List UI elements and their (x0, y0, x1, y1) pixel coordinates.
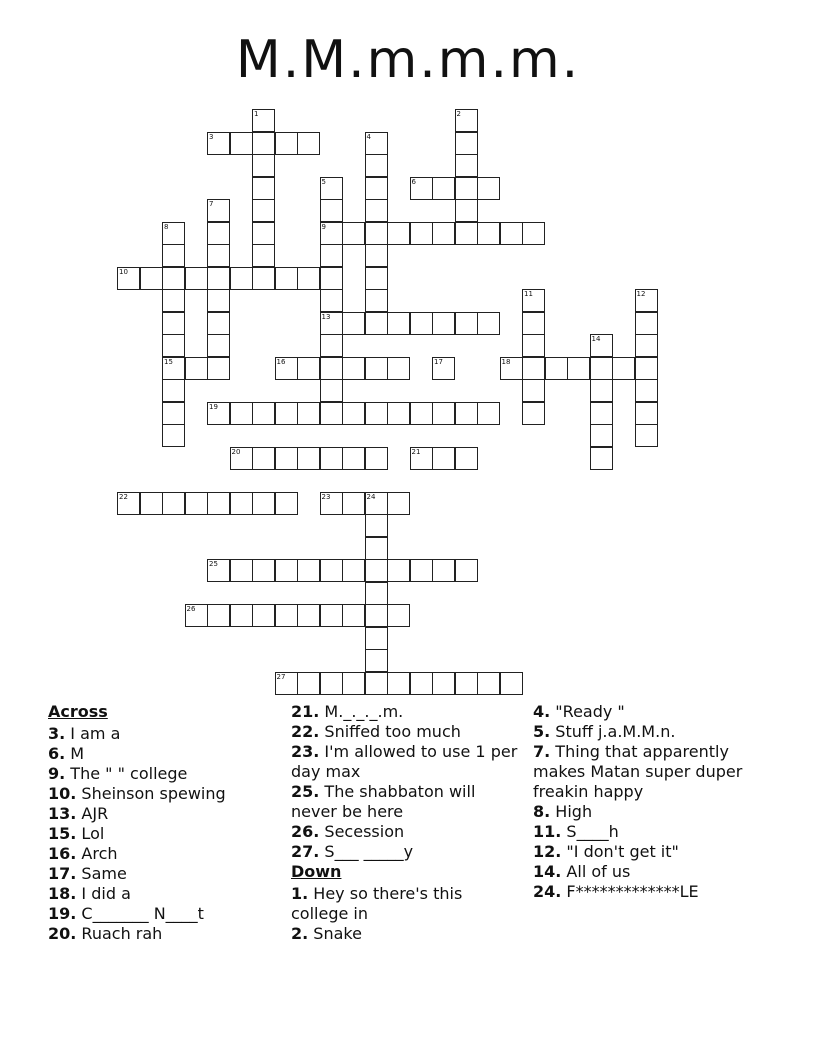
down-clue (291, 924, 523, 944)
clue-number: 15. (48, 824, 77, 843)
grid-cell[interactable] (207, 402, 230, 425)
grid-cell[interactable] (387, 492, 410, 515)
grid-cell[interactable] (500, 672, 523, 695)
grid-cell[interactable] (365, 267, 388, 290)
clue-text: F*************LE (561, 882, 699, 901)
clue-number: 25 (209, 560, 218, 568)
grid-cell[interactable] (522, 402, 545, 425)
clue-text: "Ready " (550, 702, 625, 721)
grid-cell[interactable] (320, 559, 343, 582)
grid-cell[interactable] (252, 177, 275, 200)
grid-cell[interactable] (410, 222, 433, 245)
across-clue (291, 842, 523, 862)
grid-cell[interactable] (455, 132, 478, 155)
across-clue (48, 724, 280, 744)
clue-text: Stuff j.a.M.M.n. (550, 722, 676, 741)
grid-cell[interactable] (207, 244, 230, 267)
grid-cell[interactable] (432, 312, 455, 335)
grid-cell[interactable] (140, 492, 163, 515)
grid-cell[interactable] (275, 132, 298, 155)
grid-cell[interactable] (365, 199, 388, 222)
down-clue (533, 742, 773, 802)
clue-number: 6 (411, 177, 416, 186)
clue-text: Snake (308, 924, 362, 943)
down-clue (533, 842, 773, 862)
grid-cell[interactable] (590, 402, 613, 425)
grid-cell[interactable] (432, 402, 455, 425)
clue-number: 26 (186, 605, 196, 613)
grid-cell[interactable] (432, 559, 455, 582)
grid-cell[interactable] (275, 672, 298, 695)
grid-cell[interactable] (275, 357, 298, 380)
grid-cell[interactable] (275, 267, 298, 290)
grid-cell[interactable] (365, 447, 388, 470)
clue-text: The " " college (65, 764, 188, 783)
clue-text: I did a (76, 884, 131, 903)
clue-text: "I don't get it" (561, 842, 679, 861)
clue-number: 11 (524, 290, 533, 298)
grid-cell[interactable] (455, 402, 478, 425)
grid-cell[interactable] (207, 357, 230, 380)
grid-cell[interactable] (207, 334, 230, 357)
grid-cell[interactable] (410, 672, 433, 695)
grid-cell[interactable] (410, 312, 433, 335)
clue-number: 21 (411, 447, 421, 456)
grid-cell[interactable] (207, 132, 230, 155)
grid-cell[interactable] (342, 672, 365, 695)
grid-cell[interactable] (252, 199, 275, 222)
clue-number: 10. (48, 784, 77, 803)
grid-cell[interactable] (252, 267, 275, 290)
grid-cell[interactable] (590, 379, 613, 402)
grid-cell[interactable] (365, 514, 388, 537)
clue-number: 18. (48, 884, 77, 903)
grid-cell[interactable] (387, 357, 410, 380)
clue-text: M (65, 744, 85, 763)
grid-cell[interactable] (252, 402, 275, 425)
across-clue (291, 742, 523, 782)
clue-number: 7 (209, 200, 214, 208)
across-clue (48, 864, 280, 884)
grid-cell[interactable] (410, 559, 433, 582)
clue-number: 24. (533, 882, 562, 901)
clue-number: 16 (276, 357, 286, 366)
grid-cell[interactable] (297, 132, 320, 155)
grid-cell[interactable] (117, 492, 140, 515)
grid-cell[interactable] (252, 492, 275, 515)
grid-cell[interactable] (252, 244, 275, 267)
grid-cell[interactable] (365, 537, 388, 560)
clue-text: AJR (76, 804, 109, 823)
clue-number: 21. (291, 702, 320, 721)
clue-number: 1. (291, 884, 309, 903)
grid-cell[interactable] (365, 627, 388, 650)
grid-cell[interactable] (387, 312, 410, 335)
across-clue (291, 822, 523, 842)
grid-cell[interactable] (365, 672, 388, 695)
grid-cell[interactable] (432, 672, 455, 695)
grid-cell[interactable] (320, 177, 343, 200)
clue-number: 17. (48, 864, 77, 883)
across-clue (48, 884, 280, 904)
clue-text: High (550, 802, 593, 821)
clue-text: I'm allowed to use 1 per day max (291, 742, 518, 781)
clue-number: 3 (209, 132, 214, 141)
grid-cell[interactable] (162, 424, 185, 447)
grid-cell[interactable] (320, 447, 343, 470)
down-clue (533, 822, 773, 842)
clue-number: 4. (533, 702, 551, 721)
grid-cell[interactable] (207, 312, 230, 335)
grid-cell[interactable] (342, 604, 365, 627)
grid-cell[interactable] (365, 132, 388, 155)
grid-cell[interactable] (320, 312, 343, 335)
grid-cell[interactable] (590, 334, 613, 357)
grid-cell[interactable] (252, 132, 275, 155)
grid-cell[interactable] (320, 244, 343, 267)
grid-cell[interactable] (230, 447, 253, 470)
grid-cell[interactable] (455, 199, 478, 222)
across-clue (291, 782, 523, 822)
grid-cell[interactable] (275, 559, 298, 582)
grid-cell[interactable] (387, 559, 410, 582)
grid-cell[interactable] (455, 109, 478, 132)
grid-cell[interactable] (320, 289, 343, 312)
grid-cell[interactable] (500, 222, 523, 245)
grid-cell[interactable] (365, 222, 388, 245)
grid-cell[interactable] (365, 177, 388, 200)
grid-cell[interactable] (162, 289, 185, 312)
grid-cell[interactable] (342, 559, 365, 582)
grid-cell[interactable] (207, 289, 230, 312)
grid-cell[interactable] (230, 132, 253, 155)
clue-number: 14 (591, 335, 601, 343)
across-heading: Across (48, 702, 108, 721)
grid-cell[interactable] (207, 559, 230, 582)
clue-number: 1 (254, 110, 259, 118)
grid-cell[interactable] (162, 312, 185, 335)
clue-number: 10 (119, 267, 128, 276)
grid-cell[interactable] (522, 379, 545, 402)
grid-cell[interactable] (162, 492, 185, 515)
grid-cell[interactable] (320, 604, 343, 627)
grid-cell[interactable] (477, 312, 500, 335)
clue-number: 22 (119, 492, 128, 501)
clue-text: Sheinson spewing (76, 784, 226, 803)
clue-number: 20 (231, 447, 241, 456)
clue-number: 2. (291, 924, 309, 943)
grid-cell[interactable] (365, 289, 388, 312)
clue-number: 18 (501, 357, 511, 366)
grid-cell[interactable] (320, 357, 343, 380)
grid-cell[interactable] (590, 424, 613, 447)
grid-cell[interactable] (432, 222, 455, 245)
grid-cell[interactable] (365, 402, 388, 425)
down-clue (533, 802, 773, 822)
grid-cell[interactable] (252, 604, 275, 627)
clue-number: 27. (291, 842, 320, 861)
clue-number: 26. (291, 822, 320, 841)
grid-cell[interactable] (590, 357, 613, 380)
grid-cell[interactable] (252, 222, 275, 245)
clue-text: S___ _____y (319, 842, 414, 861)
grid-cell[interactable] (432, 447, 455, 470)
down-heading: Down (291, 862, 342, 881)
grid-cell[interactable] (297, 672, 320, 695)
grid-cell[interactable] (522, 222, 545, 245)
grid-cell[interactable] (500, 357, 523, 380)
clue-number: 5 (321, 177, 326, 186)
grid-cell[interactable] (635, 289, 658, 312)
grid-cell[interactable] (635, 379, 658, 402)
clue-text: The shabbaton will never be here (291, 782, 476, 821)
grid-cell[interactable] (230, 604, 253, 627)
grid-cell[interactable] (162, 402, 185, 425)
grid-cell[interactable] (477, 177, 500, 200)
grid-cell[interactable] (207, 492, 230, 515)
clue-number: 19. (48, 904, 77, 923)
across-clue (48, 784, 280, 804)
grid-cell[interactable] (297, 559, 320, 582)
grid-cell[interactable] (635, 312, 658, 335)
clue-number: 9 (321, 222, 326, 231)
clue-text: C_______ N____t (76, 904, 204, 923)
grid-cell[interactable] (477, 672, 500, 695)
across-clue (48, 764, 280, 784)
clue-number: 8. (533, 802, 551, 821)
grid-cell[interactable] (455, 447, 478, 470)
grid-cell[interactable] (522, 357, 545, 380)
clue-text: I am a (65, 724, 121, 743)
clue-number: 11. (533, 822, 562, 841)
clue-number: 15 (164, 357, 173, 366)
grid-cell[interactable] (387, 222, 410, 245)
grid-cell[interactable] (432, 177, 455, 200)
grid-cell[interactable] (162, 379, 185, 402)
grid-cell[interactable] (162, 244, 185, 267)
clue-number: 8 (164, 222, 169, 231)
grid-cell[interactable] (185, 357, 208, 380)
clues-column-1 (48, 702, 280, 944)
clue-number: 3. (48, 724, 66, 743)
clue-number: 19 (209, 402, 218, 411)
clue-text: Same (76, 864, 127, 883)
grid-cell[interactable] (252, 154, 275, 177)
clue-number: 7. (533, 742, 551, 761)
grid-cell[interactable] (320, 672, 343, 695)
clue-number: 27 (276, 672, 286, 681)
grid-cell[interactable] (365, 604, 388, 627)
grid-cell[interactable] (162, 357, 185, 380)
clue-number: 12 (636, 290, 646, 298)
grid-cell[interactable] (365, 559, 388, 582)
down-clue (533, 882, 773, 902)
clue-number: 14. (533, 862, 562, 881)
grid-cell[interactable] (365, 492, 388, 515)
grid-cell[interactable] (387, 604, 410, 627)
clue-number: 4 (366, 132, 371, 141)
grid-cell[interactable] (342, 492, 365, 515)
across-clue (48, 904, 280, 924)
clue-text: Lol (76, 824, 105, 843)
grid-cell[interactable] (117, 267, 140, 290)
clue-number: 23. (291, 742, 320, 761)
clue-text: Arch (76, 844, 118, 863)
grid-cell[interactable] (387, 402, 410, 425)
grid-cell[interactable] (207, 199, 230, 222)
grid-cell[interactable] (252, 109, 275, 132)
grid-cell[interactable] (522, 334, 545, 357)
grid-cell[interactable] (477, 222, 500, 245)
grid-cell[interactable] (455, 222, 478, 245)
clue-number: 25. (291, 782, 320, 801)
grid-cell[interactable] (185, 492, 208, 515)
grid-cell[interactable] (320, 334, 343, 357)
grid-cell[interactable] (297, 447, 320, 470)
grid-cell[interactable] (297, 267, 320, 290)
grid-cell[interactable] (162, 267, 185, 290)
grid-cell[interactable] (455, 154, 478, 177)
grid-cell[interactable] (252, 447, 275, 470)
across-clue (48, 824, 280, 844)
grid-cell[interactable] (252, 559, 275, 582)
grid-cell[interactable] (320, 222, 343, 245)
grid-cell[interactable] (342, 357, 365, 380)
clue-text: Sniffed too much (319, 722, 461, 741)
across-clue (48, 744, 280, 764)
grid-cell[interactable] (567, 357, 590, 380)
clue-number: 20. (48, 924, 77, 943)
grid-cell[interactable] (410, 177, 433, 200)
clue-number: 13 (321, 312, 331, 321)
across-clue (48, 804, 280, 824)
grid-cell[interactable] (455, 312, 478, 335)
grid-cell[interactable] (230, 267, 253, 290)
across-clue (48, 844, 280, 864)
grid-cell[interactable] (365, 582, 388, 605)
grid-cell[interactable] (635, 424, 658, 447)
across-clue (291, 702, 523, 722)
clue-number: 2 (456, 110, 461, 118)
clue-number: 22. (291, 722, 320, 741)
clue-text: Secession (319, 822, 405, 841)
grid-cell[interactable] (230, 402, 253, 425)
grid-cell[interactable] (297, 357, 320, 380)
clue-text: S____h (561, 822, 619, 841)
clues-column-2 (291, 702, 523, 944)
grid-cell[interactable] (162, 222, 185, 245)
grid-cell[interactable] (635, 402, 658, 425)
across-clue (48, 924, 280, 944)
grid-cell[interactable] (432, 357, 455, 380)
grid-cell[interactable] (297, 604, 320, 627)
grid-cell[interactable] (275, 492, 298, 515)
clue-text: Hey so there's this college in (291, 884, 463, 923)
grid-cell[interactable] (635, 357, 658, 380)
clue-number: 17 (434, 357, 443, 366)
puzzle-title: M.M.m.m.m. (235, 30, 581, 90)
grid-cell[interactable] (140, 267, 163, 290)
grid-cell[interactable] (365, 312, 388, 335)
grid-cell[interactable] (320, 267, 343, 290)
grid-cell[interactable] (185, 267, 208, 290)
down-clue (533, 702, 773, 722)
clue-number: 5. (533, 722, 551, 741)
grid-cell[interactable] (207, 222, 230, 245)
grid-cell[interactable] (590, 447, 613, 470)
clue-text: Thing that apparently makes Matan super duper freakin happy (533, 742, 743, 801)
down-clue (533, 862, 773, 882)
clues-column-3 (533, 702, 773, 902)
clue-number: 6. (48, 744, 66, 763)
grid-cell[interactable] (320, 199, 343, 222)
grid-cell[interactable] (612, 357, 635, 380)
clue-number: 12. (533, 842, 562, 861)
clue-text: M._._._.m. (319, 702, 404, 721)
grid-cell[interactable] (185, 604, 208, 627)
grid-cell[interactable] (410, 402, 433, 425)
grid-cell[interactable] (275, 402, 298, 425)
grid-cell[interactable] (320, 379, 343, 402)
grid-cell[interactable] (545, 357, 568, 380)
across-clue (291, 722, 523, 742)
clue-number: 13. (48, 804, 77, 823)
grid-cell[interactable] (365, 244, 388, 267)
grid-cell[interactable] (297, 402, 320, 425)
grid-cell[interactable] (320, 492, 343, 515)
clue-text: All of us (561, 862, 631, 881)
grid-cell[interactable] (342, 402, 365, 425)
grid-cell[interactable] (365, 649, 388, 672)
grid-cell[interactable] (275, 447, 298, 470)
grid-cell[interactable] (342, 447, 365, 470)
down-clue (533, 722, 773, 742)
grid-cell[interactable] (230, 559, 253, 582)
clue-number: 9. (48, 764, 66, 783)
grid-cell[interactable] (365, 154, 388, 177)
grid-cell[interactable] (342, 312, 365, 335)
grid-cell[interactable] (455, 177, 478, 200)
clue-number: 24 (366, 492, 376, 501)
grid-cell[interactable] (455, 672, 478, 695)
grid-cell[interactable] (387, 672, 410, 695)
grid-cell[interactable] (207, 604, 230, 627)
grid-cell[interactable] (365, 357, 388, 380)
grid-cell[interactable] (635, 334, 658, 357)
grid-cell[interactable] (522, 289, 545, 312)
grid-cell[interactable] (162, 334, 185, 357)
down-clue (291, 884, 523, 924)
clue-number: 23 (321, 492, 331, 501)
clue-number: 16. (48, 844, 77, 863)
grid-cell[interactable] (207, 267, 230, 290)
grid-cell[interactable] (230, 492, 253, 515)
grid-cell[interactable] (342, 222, 365, 245)
grid-cell[interactable] (410, 447, 433, 470)
grid-cell[interactable] (275, 604, 298, 627)
grid-cell[interactable] (320, 402, 343, 425)
grid-cell[interactable] (455, 559, 478, 582)
grid-cell[interactable] (477, 402, 500, 425)
grid-cell[interactable] (522, 312, 545, 335)
clue-text: Ruach rah (76, 924, 163, 943)
